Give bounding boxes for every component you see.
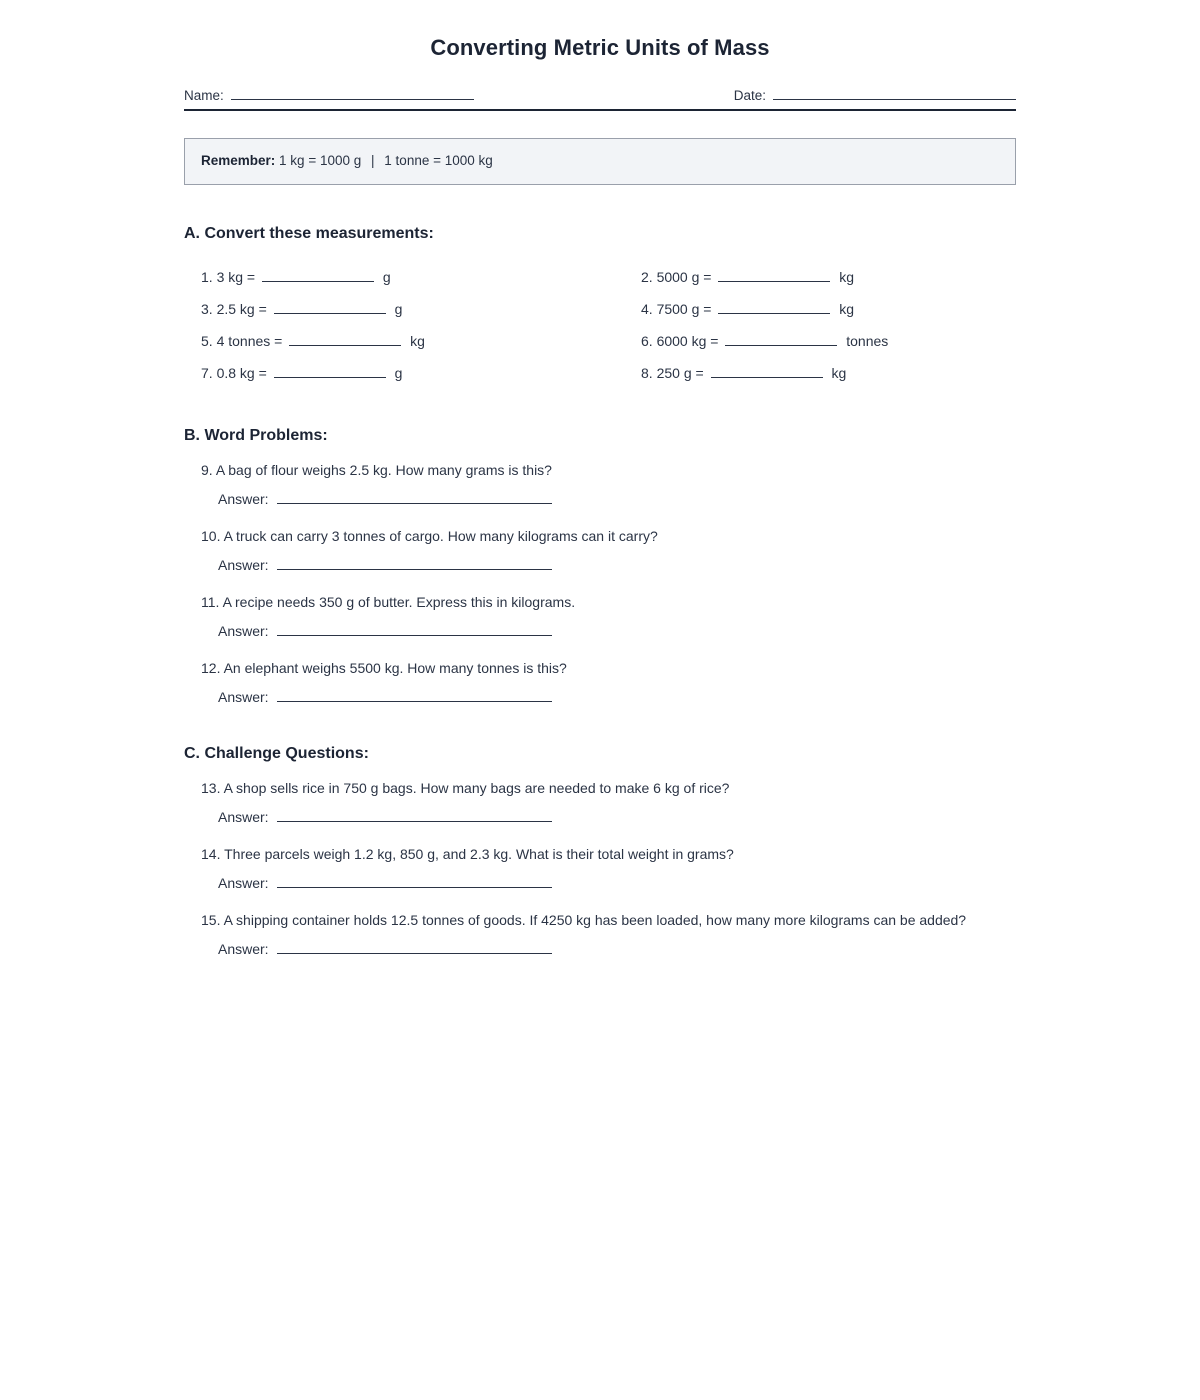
problem-13-text <box>201 777 1016 800</box>
problem-15 <box>201 909 1016 959</box>
convert-item-2-unit: kg <box>839 269 855 285</box>
convert-item-4-blank[interactable] <box>718 300 830 314</box>
convert-item-5-blank[interactable] <box>289 332 401 346</box>
problem-9-number: 9. <box>201 462 213 478</box>
problem-13 <box>201 777 1016 827</box>
problem-9-answer-label: Answer: <box>218 491 269 507</box>
convert-item-7 <box>201 357 641 389</box>
convert-item-3 <box>201 293 641 325</box>
date-field-group <box>734 86 1016 103</box>
problem-13-number: 13. <box>201 780 221 796</box>
problem-9-answer-line[interactable] <box>277 490 552 504</box>
problem-9-text <box>201 459 1016 482</box>
problem-14-number: 14. <box>201 846 221 862</box>
section-c-heading: C. Challenge Questions: <box>184 745 369 762</box>
name-input-line[interactable] <box>231 86 474 100</box>
convert-item-2-blank[interactable] <box>718 268 830 282</box>
problem-11-answer-line[interactable] <box>277 622 552 636</box>
problem-10 <box>201 525 1016 575</box>
problem-10-answer-row <box>218 555 1016 575</box>
problem-13-answer-line[interactable] <box>277 808 552 822</box>
remember-separator: | <box>371 153 375 168</box>
problem-12 <box>201 657 1016 707</box>
convert-item-4-unit: kg <box>839 301 855 317</box>
problem-12-answer-label: Answer: <box>218 689 269 705</box>
section-b-heading: B. Word Problems: <box>184 427 328 444</box>
convert-item-3-number: 3. <box>201 301 213 317</box>
problem-14-answer-line[interactable] <box>277 874 552 888</box>
problem-11-answer-row <box>218 621 1016 641</box>
remember-fact-1: 1 kg = 1000 g <box>279 153 362 168</box>
date-input-line[interactable] <box>773 86 1016 100</box>
problem-14-answer-label: Answer: <box>218 875 269 891</box>
remember-box <box>184 138 1016 185</box>
convert-item-6-unit: tonnes <box>846 333 889 349</box>
problem-12-question: An elephant weighs 5500 kg. How many tonnes is this? <box>223 660 567 676</box>
problem-12-text <box>201 657 1016 680</box>
convert-item-2-prompt: 5000 g = <box>656 269 712 285</box>
problem-12-number: 12. <box>201 660 221 676</box>
convert-item-7-number: 7. <box>201 365 213 381</box>
convert-item-4-number: 4. <box>641 301 653 317</box>
problem-9-answer-row <box>218 489 1016 509</box>
problem-10-answer-line[interactable] <box>277 556 552 570</box>
problem-12-answer-line[interactable] <box>277 688 552 702</box>
problem-10-text <box>201 525 1016 548</box>
problem-14-answer-row <box>218 873 1016 893</box>
problem-10-answer-label: Answer: <box>218 557 269 573</box>
problem-15-answer-row <box>218 939 1016 959</box>
problem-14-question: Three parcels weigh 1.2 kg, 850 g, and 2.3 kg. What is their total weight in grams? <box>224 846 734 862</box>
section-b-items <box>201 459 1016 707</box>
section-a-items <box>201 261 1016 389</box>
problem-15-answer-line[interactable] <box>277 940 552 954</box>
date-label: Date: <box>733 88 766 103</box>
convert-item-8 <box>641 357 1016 389</box>
problem-13-question: A shop sells rice in 750 g bags. How many bags are needed to make 6 kg of rice? <box>223 780 730 796</box>
convert-item-7-blank[interactable] <box>274 364 386 378</box>
convert-item-3-prompt: 2.5 kg = <box>216 301 267 317</box>
problem-14-text <box>201 843 1016 866</box>
convert-item-1-prompt: 3 kg = <box>216 269 256 285</box>
convert-item-1-blank[interactable] <box>262 268 374 282</box>
convert-item-1-unit: g <box>382 269 391 285</box>
problem-12-answer-row <box>218 687 1016 707</box>
convert-item-1 <box>201 261 641 293</box>
worksheet-content <box>184 0 1016 959</box>
convert-item-8-unit: kg <box>831 365 847 381</box>
convert-item-6-blank[interactable] <box>725 332 837 346</box>
problem-14 <box>201 843 1016 893</box>
convert-item-8-blank[interactable] <box>711 364 823 378</box>
convert-item-3-blank[interactable] <box>274 300 386 314</box>
name-field-group <box>184 86 474 103</box>
section-a-heading: A. Convert these measurements: <box>184 225 434 242</box>
page-title: Converting Metric Units of Mass <box>430 35 770 60</box>
problem-15-question: A shipping container holds 12.5 tonnes of goods. If 4250 kg has been loaded, how many more kilograms can be added? <box>223 912 967 928</box>
convert-item-7-prompt: 0.8 kg = <box>216 365 267 381</box>
convert-item-3-unit: g <box>394 301 403 317</box>
convert-item-6-number: 6. <box>641 333 653 349</box>
problem-9-question: A bag of flour weighs 2.5 kg. How many grams is this? <box>215 462 552 478</box>
convert-item-4-prompt: 7500 g = <box>656 301 712 317</box>
problem-13-answer-label: Answer: <box>218 809 269 825</box>
problem-11 <box>201 591 1016 641</box>
problem-9 <box>201 459 1016 509</box>
convert-item-5-unit: kg <box>410 333 425 349</box>
name-label: Name: <box>184 88 224 103</box>
problem-11-answer-label: Answer: <box>218 623 269 639</box>
problem-15-text <box>201 909 1016 932</box>
remember-label: Remember: <box>201 153 276 168</box>
convert-item-1-number: 1. <box>201 269 213 285</box>
problem-11-question: A recipe needs 350 g of butter. Express this in kilograms. <box>222 594 576 610</box>
problem-11-number: 11. <box>201 594 220 610</box>
convert-item-6 <box>641 325 1016 357</box>
convert-item-5 <box>201 325 641 357</box>
problem-13-answer-row <box>218 807 1016 827</box>
convert-item-7-unit: g <box>394 365 403 381</box>
problem-11-text <box>201 591 1016 614</box>
convert-item-5-prompt: 4 tonnes = <box>216 333 283 349</box>
problem-15-number: 15. <box>201 912 221 928</box>
convert-item-2-number: 2. <box>641 269 653 285</box>
remember-fact-2: 1 tonne = 1000 kg <box>384 153 493 168</box>
convert-item-2 <box>641 261 1016 293</box>
convert-item-6-prompt: 6000 kg = <box>656 333 719 349</box>
name-date-row <box>184 86 1016 103</box>
convert-item-8-number: 8. <box>641 365 653 381</box>
problem-15-answer-label: Answer: <box>218 941 269 957</box>
header-divider <box>184 109 1016 111</box>
convert-item-8-prompt: 250 g = <box>656 365 704 381</box>
convert-item-5-number: 5. <box>201 333 213 349</box>
convert-item-4 <box>641 293 1016 325</box>
problem-10-number: 10. <box>201 528 221 544</box>
section-c-items <box>201 777 1016 959</box>
problem-10-question: A truck can carry 3 tonnes of cargo. How many kilograms can it carry? <box>223 528 658 544</box>
